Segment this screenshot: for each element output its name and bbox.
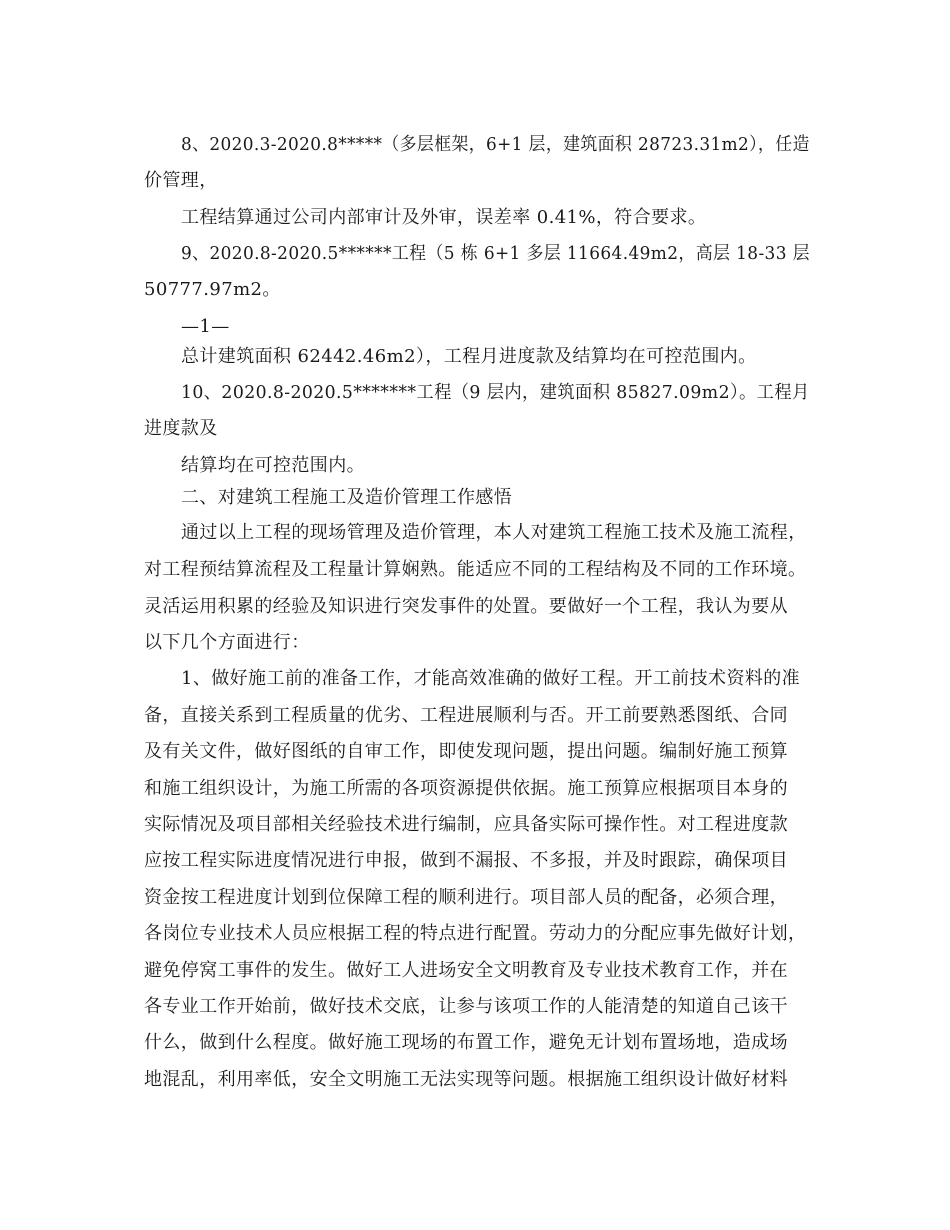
text-line: 什么，做到什么程度。做好施工现场的布置工作，避免无计划布置场地，造成场 [144,1032,788,1053]
text-line: 结算均在可控范围内。 [181,455,365,476]
text-line: 灵活运用积累的经验及知识进行突发事件的处置。要做好一个工程，我认为要从 [144,596,788,617]
text-line: 各岗位专业技术人员应根据工程的特点进行配置。劳动力的分配应事先做好计划， [144,923,807,944]
text-line: 资金按工程进度计划到位保障工程的顺利进行。项目部人员的配备，必须合理， [144,887,788,908]
text-line: 8、2020.3-2020.8*****（多层框架，6+1 层，建筑面积 28723.31m2），任造 [181,134,810,155]
text-line: 工程结算通过公司内部审计及外审，误差率 0.41%，符合要求。 [181,207,707,228]
text-line: 进度款及 [144,418,218,439]
text-line: 9、2020.8-2020.5******工程（5 栋 6+1 多层 11664.49m2，高层 18-33 层 [181,243,810,264]
text-line: 及有关文件，做好图纸的自审工作，即使发现问题，提出问题。编制好施工预算 [144,741,788,762]
text-line: 避免停窝工事件的发生。做好工人进场安全文明教育及专业技术教育工作，并在 [144,960,788,981]
text-line: 各专业工作开始前，做好技术交底，让参与该项工作的人能清楚的知道自己该干 [144,996,788,1017]
text-line: 10、2020.8-2020.5*******工程（9 层内，建筑面积 85827.09m2）。工程月 [181,382,810,403]
text-line: 实际情况及项目部相关经验技术进行编制，应具备实际可操作性。对工程进度款 [144,814,788,835]
text-line: 通过以上工程的现场管理及造价管理，本人对建筑工程施工技术及施工流程， [181,522,807,543]
text-line: 备，直接关系到工程质量的优劣、工程进展顺利与否。开工前要熟悉图纸、合同 [144,705,788,726]
text-line: 50777.97m2。 [144,279,281,300]
section-heading: 二、对建筑工程施工及造价管理工作感悟 [181,487,513,508]
text-line: 1、做好施工前的准备工作，才能高效准确的做好工程。开工前技术资料的准 [181,668,801,689]
text-line: 以下几个方面进行： [144,632,310,653]
text-line: 和施工组织设计，为施工所需的各项资源提供依据。施工预算应根据项目本身的 [144,778,788,799]
text-line: 应按工程实际进度情况进行申报，做到不漏报、不多报，并及时跟踪，确保项目 [144,850,788,871]
text-line: 对工程预结算流程及工程量计算娴熟。能适应不同的工程结构及不同的工作环境。 [144,559,807,580]
text-line: 总计建筑面积 62442.46m2），工程月进度款及结算均在可控范围内。 [181,346,757,367]
page-number: —1— [181,316,230,337]
text-line: 地混乱，利用率低，安全文明施工无法实现等问题。根据施工组织设计做好材料 [144,1069,788,1090]
text-line: 价管理， [144,170,218,191]
